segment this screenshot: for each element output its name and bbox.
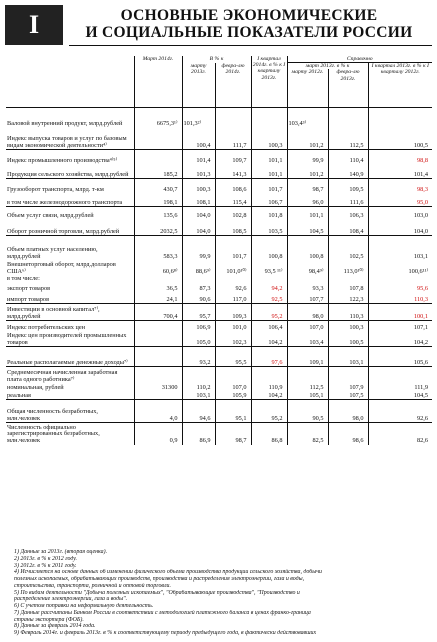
row-value: 100,4 bbox=[182, 128, 215, 150]
table-body bbox=[6, 108, 432, 445]
col-feb-2013: февра-лю 2013г. bbox=[328, 69, 368, 108]
table-row bbox=[6, 400, 432, 423]
row-value bbox=[368, 367, 432, 384]
row-value: 95,2 bbox=[251, 304, 287, 321]
row-value: 140,9 bbox=[328, 165, 368, 179]
row-value: 103,4 bbox=[287, 332, 328, 347]
row-value: 108,6 bbox=[215, 179, 251, 194]
table-row bbox=[6, 293, 432, 304]
row-value: 103,0 bbox=[368, 207, 432, 220]
row-value: 36,5 bbox=[134, 283, 182, 293]
row-value: 198,1 bbox=[134, 194, 182, 207]
row-value bbox=[251, 276, 287, 283]
row-value: 108,4 bbox=[328, 220, 368, 236]
row-label: Индекс цен производителей промышленных товаров bbox=[7, 331, 127, 346]
table-row bbox=[6, 108, 432, 128]
row-value: 104,2 bbox=[368, 332, 432, 347]
row-value: 100,3 bbox=[251, 128, 287, 150]
row-value: 6675,3¹⁾ bbox=[134, 108, 182, 128]
row-value: 104,2 bbox=[251, 392, 287, 400]
table-row bbox=[6, 261, 432, 276]
row-value: 92,6 bbox=[215, 283, 251, 293]
row-value: 101,1 bbox=[287, 207, 328, 220]
col-group-reference: Справочно bbox=[287, 56, 432, 63]
row-value: 107,8 bbox=[328, 283, 368, 293]
row-value bbox=[328, 276, 368, 283]
row-label: Общая численность безработных, млн.человек bbox=[6, 400, 134, 423]
row-value: 98,7 bbox=[215, 423, 251, 445]
row-value: 93,5 ¹¹⁾ bbox=[251, 261, 287, 276]
row-label: Индекс выпуска товаров и услуг по базовым видам экономической деятельности⁴⁾ bbox=[7, 134, 127, 149]
header-row-1 bbox=[6, 56, 432, 63]
row-value: 100,1 bbox=[368, 304, 432, 321]
footnote-line: 8) Данные за февраль 2014 года. bbox=[14, 623, 96, 630]
col-group-march-2013: март 2013г. в % к bbox=[287, 63, 368, 70]
table-row bbox=[6, 194, 432, 207]
row-value: 103,4³⁾ bbox=[287, 108, 328, 128]
footnote-line: 1) Данные за 2013г. (вторая оценка). bbox=[14, 549, 108, 555]
row-value bbox=[134, 150, 182, 165]
row-value: 104,5 bbox=[287, 220, 328, 236]
row-value: 112,5 bbox=[328, 128, 368, 150]
row-label: Реальные располагаемые денежные доходы⁷⁾ bbox=[6, 347, 134, 367]
page-title bbox=[69, 7, 429, 41]
row-label: Индекс потребительских цен bbox=[6, 321, 134, 332]
row-value bbox=[182, 367, 215, 384]
row-value bbox=[328, 108, 368, 128]
row-value: 95,6 bbox=[368, 283, 432, 293]
row-label: Продукция сельского хозяйства, млрд.рублей bbox=[7, 170, 129, 178]
row-value: 101,7 bbox=[251, 179, 287, 194]
footnote-line: 7) Данные рассчитаны Банком России в соответствии с методологией платежного баланса в ценах франко-граница bbox=[14, 609, 311, 616]
table-row bbox=[6, 276, 432, 283]
row-value: 104,0 bbox=[368, 220, 432, 236]
row-label: Объем платных услуг населению, млрд.рублей bbox=[6, 236, 134, 261]
row-value: 98,0 bbox=[328, 400, 368, 423]
row-value: 99,9 bbox=[287, 150, 328, 165]
row-value bbox=[182, 276, 215, 283]
footnotes bbox=[14, 549, 430, 637]
row-value bbox=[287, 276, 328, 283]
row-value: 583,3 bbox=[134, 236, 182, 261]
row-value: 103,1 bbox=[368, 236, 432, 261]
row-value: 107,1 bbox=[368, 321, 432, 332]
row-value bbox=[251, 367, 287, 384]
row-value: 107,9 bbox=[328, 384, 368, 392]
row-value: 111,7 bbox=[215, 128, 251, 150]
row-value: 110,2 bbox=[182, 384, 215, 392]
row-value bbox=[287, 367, 328, 384]
row-value bbox=[215, 108, 251, 128]
table-row bbox=[6, 304, 432, 321]
row-value bbox=[134, 347, 182, 367]
table-row bbox=[6, 150, 432, 165]
table-row bbox=[6, 179, 432, 194]
section-number-badge: I bbox=[5, 5, 63, 45]
row-value: 60,6⁸⁾ bbox=[134, 261, 182, 276]
col-feb-2014: февра-лю 2014г. bbox=[215, 63, 251, 108]
row-value: 104,5 bbox=[368, 392, 432, 400]
row-value: 105,0 bbox=[182, 332, 215, 347]
indicators-table bbox=[6, 56, 432, 445]
row-value: 106,4 bbox=[251, 321, 287, 332]
row-value: 98,7 bbox=[287, 179, 328, 194]
row-value: 94,2 bbox=[251, 283, 287, 293]
row-value bbox=[134, 321, 182, 332]
row-value: 430,7 bbox=[134, 179, 182, 194]
col-q1-2014: I квартал 2014г. в % к I кварталу 2013г. bbox=[251, 56, 287, 108]
row-value: 108,1 bbox=[182, 194, 215, 207]
row-value: 115,4 bbox=[215, 194, 251, 207]
row-value: 104,2 bbox=[251, 332, 287, 347]
row-value: 86,9 bbox=[182, 423, 215, 445]
row-value: 95,0 bbox=[368, 194, 432, 207]
row-value: 95,2 bbox=[251, 400, 287, 423]
row-value: 103,1 bbox=[182, 392, 215, 400]
table-row bbox=[6, 321, 432, 332]
row-label: Оборот розничной торговли, млрд.рублей bbox=[7, 227, 120, 235]
row-value: 4,0 bbox=[134, 400, 182, 423]
row-value: 95,5 bbox=[215, 347, 251, 367]
title-divider bbox=[69, 45, 432, 46]
row-value bbox=[134, 332, 182, 347]
row-value bbox=[328, 367, 368, 384]
row-label: Численность официально зарегистрированных безработных, млн.человек bbox=[6, 423, 134, 445]
table-row bbox=[6, 347, 432, 367]
row-value: 111,6 bbox=[328, 194, 368, 207]
row-value: 700,4 bbox=[134, 304, 182, 321]
col-march-2014: Март 2014г. bbox=[134, 56, 182, 108]
footnote-line: 2) 2013г. в % к 2012 году. bbox=[14, 555, 78, 562]
row-value: 106,9 bbox=[182, 321, 215, 332]
row-label: Индекс промышленного производства⁴⁾⁵⁾ bbox=[6, 150, 134, 165]
row-value: 101,4 bbox=[368, 165, 432, 179]
col-march-2012: марту 2012г. bbox=[287, 69, 328, 108]
footnote-line: 3) 2012г. в % к 2011 году. bbox=[14, 562, 77, 569]
row-value: 99,9 bbox=[182, 236, 215, 261]
row-value bbox=[368, 108, 432, 128]
row-value: 93,3 bbox=[287, 283, 328, 293]
row-value: 105,6 bbox=[368, 347, 432, 367]
footnote-line: 9) Февраль 2014г. и февраль 2013г. в % к соответствующему периоду предыдущего года, в фактически действовавших bbox=[14, 630, 317, 636]
row-value: 94,6 bbox=[182, 400, 215, 423]
row-value: 112,5 bbox=[287, 384, 328, 392]
row-value: 2032,5 bbox=[134, 220, 182, 236]
row-value: 110,4 bbox=[328, 150, 368, 165]
row-value: 110,3 bbox=[328, 304, 368, 321]
footnote-line: распределение электроэнергии, газа и воды". bbox=[14, 596, 128, 603]
row-value: 101,0 bbox=[215, 321, 251, 332]
row-value: 109,7 bbox=[215, 150, 251, 165]
row-value: 95,1 bbox=[215, 400, 251, 423]
row-value: 0,9 bbox=[134, 423, 182, 445]
row-value: 109,3 bbox=[215, 304, 251, 321]
footnote-line: 5) По видам деятельности "Добыча полезных ископаемых", "Обрабатывающие производства", "Производство и bbox=[14, 589, 300, 596]
row-value: 102,3 bbox=[215, 332, 251, 347]
row-label: Грузооборот транспорта, млрд. т-км bbox=[6, 179, 134, 194]
row-value: 92,6 bbox=[368, 400, 432, 423]
row-value bbox=[134, 128, 182, 150]
row-value: 103,1 bbox=[328, 347, 368, 367]
row-value: 101,8 bbox=[251, 207, 287, 220]
table-row bbox=[6, 207, 432, 220]
table-row bbox=[6, 236, 432, 261]
row-value: 98,8 bbox=[368, 150, 432, 165]
row-value: 98,0 bbox=[287, 304, 328, 321]
row-value bbox=[134, 276, 182, 283]
row-value: 101,4 bbox=[182, 150, 215, 165]
row-value: 107,0 bbox=[215, 384, 251, 392]
row-value: 135,6 bbox=[134, 207, 182, 220]
row-value: 96,0 bbox=[287, 194, 328, 207]
row-value: 106,7 bbox=[251, 194, 287, 207]
table-row bbox=[6, 332, 432, 347]
row-value: 106,3 bbox=[328, 207, 368, 220]
row-value: 122,3 bbox=[328, 293, 368, 304]
row-value: 185,2 bbox=[134, 165, 182, 179]
row-value bbox=[215, 276, 251, 283]
row-value: 93,2 bbox=[182, 347, 215, 367]
row-value bbox=[134, 367, 182, 384]
row-value: 105,9 bbox=[215, 392, 251, 400]
row-value: 98,4⁹⁾ bbox=[287, 261, 328, 276]
table-row bbox=[6, 165, 432, 179]
row-value: 107,7 bbox=[287, 293, 328, 304]
row-label: Внешнеторговый оборот, млрд.долларов США⁶⁾ bbox=[7, 261, 116, 276]
row-value: 109,1 bbox=[287, 347, 328, 367]
row-value: 141,3 bbox=[215, 165, 251, 179]
table-row bbox=[6, 392, 432, 400]
col-march-2013: марту 2013г. bbox=[182, 63, 215, 108]
row-label: реальная bbox=[7, 391, 31, 399]
row-value: 82,6 bbox=[368, 423, 432, 445]
row-value: 98,6 bbox=[328, 423, 368, 445]
footnote-line: страны экспортера (ФОБ). bbox=[14, 616, 84, 623]
row-value: 100,5 bbox=[368, 128, 432, 150]
row-value: 100,8 bbox=[251, 236, 287, 261]
row-label: экспорт товаров bbox=[7, 285, 51, 293]
row-value: 104,0 bbox=[182, 207, 215, 220]
row-value: 97,6 bbox=[251, 347, 287, 367]
row-value: 107,0 bbox=[287, 321, 328, 332]
row-value: 92,5 bbox=[251, 293, 287, 304]
row-value: 105,1 bbox=[287, 392, 328, 400]
row-value: 101,0¹⁰⁾ bbox=[215, 261, 251, 276]
table-row bbox=[6, 367, 432, 384]
row-value: 101,1 bbox=[251, 165, 287, 179]
row-value: 90,5 bbox=[287, 400, 328, 423]
row-value: 107,5 bbox=[328, 392, 368, 400]
row-value: 111,9 bbox=[368, 384, 432, 392]
page-header bbox=[5, 5, 432, 45]
row-value: 102,5 bbox=[328, 236, 368, 261]
row-value: 101,1 bbox=[251, 150, 287, 165]
row-value: 101,2 bbox=[287, 128, 328, 150]
row-value: 90,6 bbox=[182, 293, 215, 304]
col-q1-2013: I квартал 2013г. в % к I кварталу 2012г. bbox=[368, 63, 432, 108]
row-label: Среднемесячная начисленная заработная плата одного работника⁷⁾ bbox=[6, 367, 134, 384]
title-line-2: И СОЦИАЛЬНЫЕ ПОКАЗАТЕЛИ РОССИИ bbox=[85, 24, 413, 41]
row-label: Валовой внутренний продукт, млрд.рублей bbox=[7, 120, 123, 128]
title-line-1: ОСНОВНЫЕ ЭКОНОМИЧЕСКИЕ bbox=[120, 7, 378, 24]
row-value: 108,5 bbox=[215, 220, 251, 236]
row-value: 88,6⁹⁾ bbox=[182, 261, 215, 276]
row-value: 101,3²⁾ bbox=[182, 108, 215, 128]
row-value: 101,2 bbox=[287, 165, 328, 179]
table-row bbox=[6, 128, 432, 150]
row-value: 100,3 bbox=[182, 179, 215, 194]
footnote-line: 6) С учетом поправки на неформальную деятельность. bbox=[14, 603, 154, 609]
row-value bbox=[368, 276, 432, 283]
row-value: 110,3 bbox=[368, 293, 432, 304]
row-value: 101,3 bbox=[182, 165, 215, 179]
row-value bbox=[215, 367, 251, 384]
row-value bbox=[134, 392, 182, 400]
row-value: 31300 bbox=[134, 384, 182, 392]
row-value: 87,3 bbox=[182, 283, 215, 293]
row-value: 109,5 bbox=[328, 179, 368, 194]
table-row bbox=[6, 283, 432, 293]
footnote-line: 4) Исчисляется на основе данных об изменении физического объема производства продукции сельского хозяйства, добычи bbox=[14, 569, 322, 576]
row-label: в том числе железнодорожного транспорта bbox=[7, 198, 123, 206]
row-value bbox=[251, 108, 287, 128]
row-value: 100,3 bbox=[328, 321, 368, 332]
table-row bbox=[6, 423, 432, 445]
table-row bbox=[6, 384, 432, 392]
row-value: 110,9 bbox=[251, 384, 287, 392]
row-label: номинальная, рублей bbox=[7, 384, 64, 392]
row-label: Объем услуг связи, млрд.рублей bbox=[6, 207, 134, 220]
row-value: 95,7 bbox=[182, 304, 215, 321]
row-value: 100,5 bbox=[328, 332, 368, 347]
row-label: импорт товаров bbox=[7, 295, 50, 303]
row-value: 102,8 bbox=[215, 207, 251, 220]
row-value: 104,0 bbox=[182, 220, 215, 236]
row-value: 100,6¹¹⁾ bbox=[368, 261, 432, 276]
row-value: 101,7 bbox=[215, 236, 251, 261]
col-group-pct: В % к bbox=[182, 56, 251, 63]
row-value: 86,8 bbox=[251, 423, 287, 445]
header-indicator-blank bbox=[6, 56, 134, 108]
row-value: 98,3 bbox=[368, 179, 432, 194]
row-value: 103,5 bbox=[251, 220, 287, 236]
table-row bbox=[6, 220, 432, 236]
row-label: Инвестиции в основной капитал⁷⁾, млрд.рублей bbox=[6, 304, 134, 321]
row-value: 82,5 bbox=[287, 423, 328, 445]
footnote-line: полезных ископаемых, обрабатывающих производств, производства и распределения электроэнергии, газа и воды, bbox=[14, 576, 305, 582]
footnote-line: строительства, транспорта, розничной и оптовой торговли. bbox=[14, 582, 171, 589]
row-value: 100,8 bbox=[287, 236, 328, 261]
row-value: 117,0 bbox=[215, 293, 251, 304]
row-label: в том числе: bbox=[7, 275, 40, 283]
row-value: 113,0¹⁰⁾ bbox=[328, 261, 368, 276]
row-value: 24,1 bbox=[134, 293, 182, 304]
